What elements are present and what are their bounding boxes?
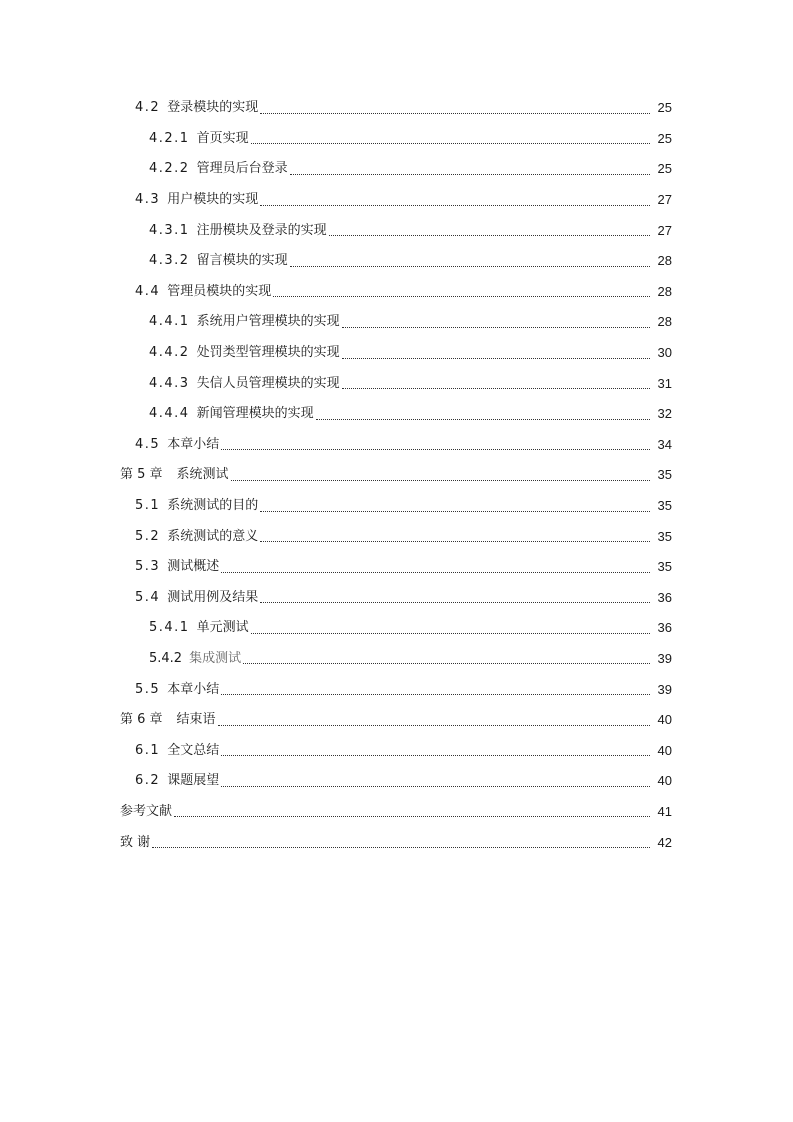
toc-entry-number: 6.1 (135, 742, 161, 758)
toc-dot-leader (260, 511, 650, 512)
toc-entry-page-number: 35 (657, 559, 672, 575)
toc-entry-title: 系统测试的意义 (167, 528, 259, 544)
toc-entry[interactable] (0, 460, 793, 491)
toc-entry-page-number: 36 (657, 589, 672, 605)
toc-entry-number: 4.3.2 (149, 253, 190, 269)
toc-entry-number: 4.2.1 (149, 130, 190, 146)
toc-entry[interactable] (0, 705, 793, 736)
toc-dot-leader (342, 358, 650, 359)
toc-entry-number: 4.5 (135, 436, 161, 452)
toc-entry-title: 全文总结 (167, 742, 220, 758)
toc-entry-page-number: 35 (657, 467, 672, 483)
toc-entry-title: 注册模块及登录的实现 (196, 222, 327, 238)
toc-entry[interactable] (0, 399, 793, 430)
toc-dot-leader (273, 296, 650, 297)
toc-entry-number: 4.4.4 (149, 406, 190, 422)
toc-entry-number: 5.2 (135, 528, 161, 544)
toc-entry[interactable] (0, 368, 793, 399)
toc-entry[interactable] (0, 307, 793, 338)
toc-entry[interactable] (0, 644, 793, 675)
toc-entry-number: 第 6 章 (120, 712, 163, 728)
toc-entry[interactable] (0, 491, 793, 522)
toc-entry[interactable] (0, 583, 793, 614)
toc-entry[interactable] (0, 674, 793, 705)
toc-entry-number: 5.3 (135, 559, 161, 575)
toc-dot-leader (316, 419, 650, 420)
toc-entry[interactable] (0, 827, 793, 858)
toc-entry[interactable] (0, 338, 793, 369)
toc-entry[interactable] (0, 246, 793, 277)
toc-dot-leader (342, 327, 650, 328)
toc-entry-title: 结束语 (176, 712, 216, 728)
toc-entry[interactable] (0, 797, 793, 828)
toc-entry-page-number: 28 (657, 253, 672, 269)
toc-entry-page-number: 27 (657, 222, 672, 238)
toc-dot-leader (260, 205, 650, 206)
toc-entry-title: 参考文献 (120, 803, 173, 819)
toc-entry-number: 6.2 (135, 773, 161, 789)
toc-entry[interactable] (0, 277, 793, 308)
toc-entry-title: 系统测试的目的 (167, 498, 259, 514)
toc-dot-leader (221, 755, 650, 756)
toc-entry[interactable] (0, 552, 793, 583)
toc-entry-page-number: 40 (657, 773, 672, 789)
toc-dot-leader (260, 541, 650, 542)
toc-entry[interactable] (0, 521, 793, 552)
toc-dot-leader (260, 602, 650, 603)
toc-entry-number: 4.4.2 (149, 345, 190, 361)
toc-entry[interactable] (0, 124, 793, 155)
toc-dot-leader (221, 449, 650, 450)
toc-dot-leader (342, 388, 650, 389)
toc-dot-leader (260, 113, 650, 114)
toc-entry-title: 集成测试 (189, 650, 242, 666)
toc-entry-page-number: 40 (657, 742, 672, 758)
toc-dot-leader (174, 816, 650, 817)
toc-entry-title: 首页实现 (196, 130, 249, 146)
table-of-contents (0, 93, 793, 858)
toc-entry[interactable] (0, 735, 793, 766)
toc-entry-title: 用户模块的实现 (167, 192, 259, 208)
toc-entry-page-number: 34 (657, 436, 672, 452)
toc-entry[interactable] (0, 154, 793, 185)
toc-entry[interactable] (0, 766, 793, 797)
toc-entry-number: 5.4.2 (149, 650, 183, 666)
toc-entry-title: 测试用例及结果 (167, 589, 259, 605)
toc-entry-page-number: 42 (657, 834, 672, 850)
toc-entry-number: 5.5 (135, 681, 161, 697)
toc-entry[interactable] (0, 215, 793, 246)
toc-entry-page-number: 25 (657, 130, 672, 146)
toc-dot-leader (221, 694, 650, 695)
toc-entry-title: 课题展望 (167, 773, 220, 789)
toc-entry-page-number: 41 (657, 803, 672, 819)
toc-entry-number: 5.1 (135, 498, 161, 514)
toc-dot-leader (221, 786, 650, 787)
toc-entry-title: 系统用户管理模块的实现 (196, 314, 340, 330)
toc-entry[interactable] (0, 185, 793, 216)
toc-entry-number: 4.3 (135, 192, 161, 208)
toc-entry-number: 4.4.3 (149, 375, 190, 391)
toc-dot-leader (329, 235, 650, 236)
toc-entry-title: 致 谢 (120, 834, 151, 850)
toc-entry-title: 处罚类型管理模块的实现 (196, 345, 340, 361)
toc-entry-title: 失信人员管理模块的实现 (196, 375, 340, 391)
toc-dot-leader (221, 572, 650, 573)
toc-entry-number: 5.4 (135, 589, 161, 605)
toc-entry-title: 测试概述 (167, 559, 220, 575)
toc-entry-number: 4.4.1 (149, 314, 190, 330)
toc-entry-number: 4.4 (135, 283, 161, 299)
toc-entry-page-number: 35 (657, 528, 672, 544)
toc-entry-title: 系统测试 (176, 467, 229, 483)
toc-entry[interactable] (0, 93, 793, 124)
toc-entry-page-number: 35 (657, 498, 672, 514)
toc-entry-page-number: 25 (657, 100, 672, 116)
toc-entry-title: 管理员模块的实现 (167, 283, 272, 299)
toc-entry-page-number: 28 (657, 314, 672, 330)
toc-entry-page-number: 32 (657, 406, 672, 422)
toc-entry-title: 新闻管理模块的实现 (196, 406, 314, 422)
toc-entry-page-number: 31 (657, 375, 672, 391)
toc-entry-title: 单元测试 (196, 620, 249, 636)
toc-entry-page-number: 36 (657, 620, 672, 636)
toc-entry-page-number: 30 (657, 345, 672, 361)
toc-dot-leader (290, 174, 650, 175)
toc-dot-leader (251, 143, 650, 144)
toc-entry-title: 本章小结 (167, 681, 220, 697)
toc-entry-page-number: 28 (657, 283, 672, 299)
toc-dot-leader (218, 725, 650, 726)
toc-entry[interactable] (0, 613, 793, 644)
toc-entry-title: 登录模块的实现 (167, 100, 259, 116)
toc-entry-page-number: 40 (657, 712, 672, 728)
toc-entry-number: 4.2.2 (149, 161, 190, 177)
toc-entry[interactable] (0, 430, 793, 461)
toc-entry-page-number: 39 (657, 681, 672, 697)
toc-entry-title: 管理员后台登录 (196, 161, 288, 177)
toc-entry-title: 留言模块的实现 (196, 253, 288, 269)
toc-dot-leader (231, 480, 650, 481)
toc-dot-leader (251, 633, 650, 634)
toc-dot-leader (152, 847, 650, 848)
toc-entry-page-number: 27 (657, 192, 672, 208)
toc-entry-page-number: 39 (657, 650, 672, 666)
toc-dot-leader (290, 266, 650, 267)
toc-entry-number: 4.2 (135, 100, 161, 116)
toc-entry-number: 5.4.1 (149, 620, 190, 636)
toc-entry-number: 第 5 章 (120, 467, 163, 483)
toc-entry-number: 4.3.1 (149, 222, 190, 238)
toc-entry-title: 本章小结 (167, 436, 220, 452)
toc-dot-leader (243, 663, 650, 664)
toc-entry-page-number: 25 (657, 161, 672, 177)
